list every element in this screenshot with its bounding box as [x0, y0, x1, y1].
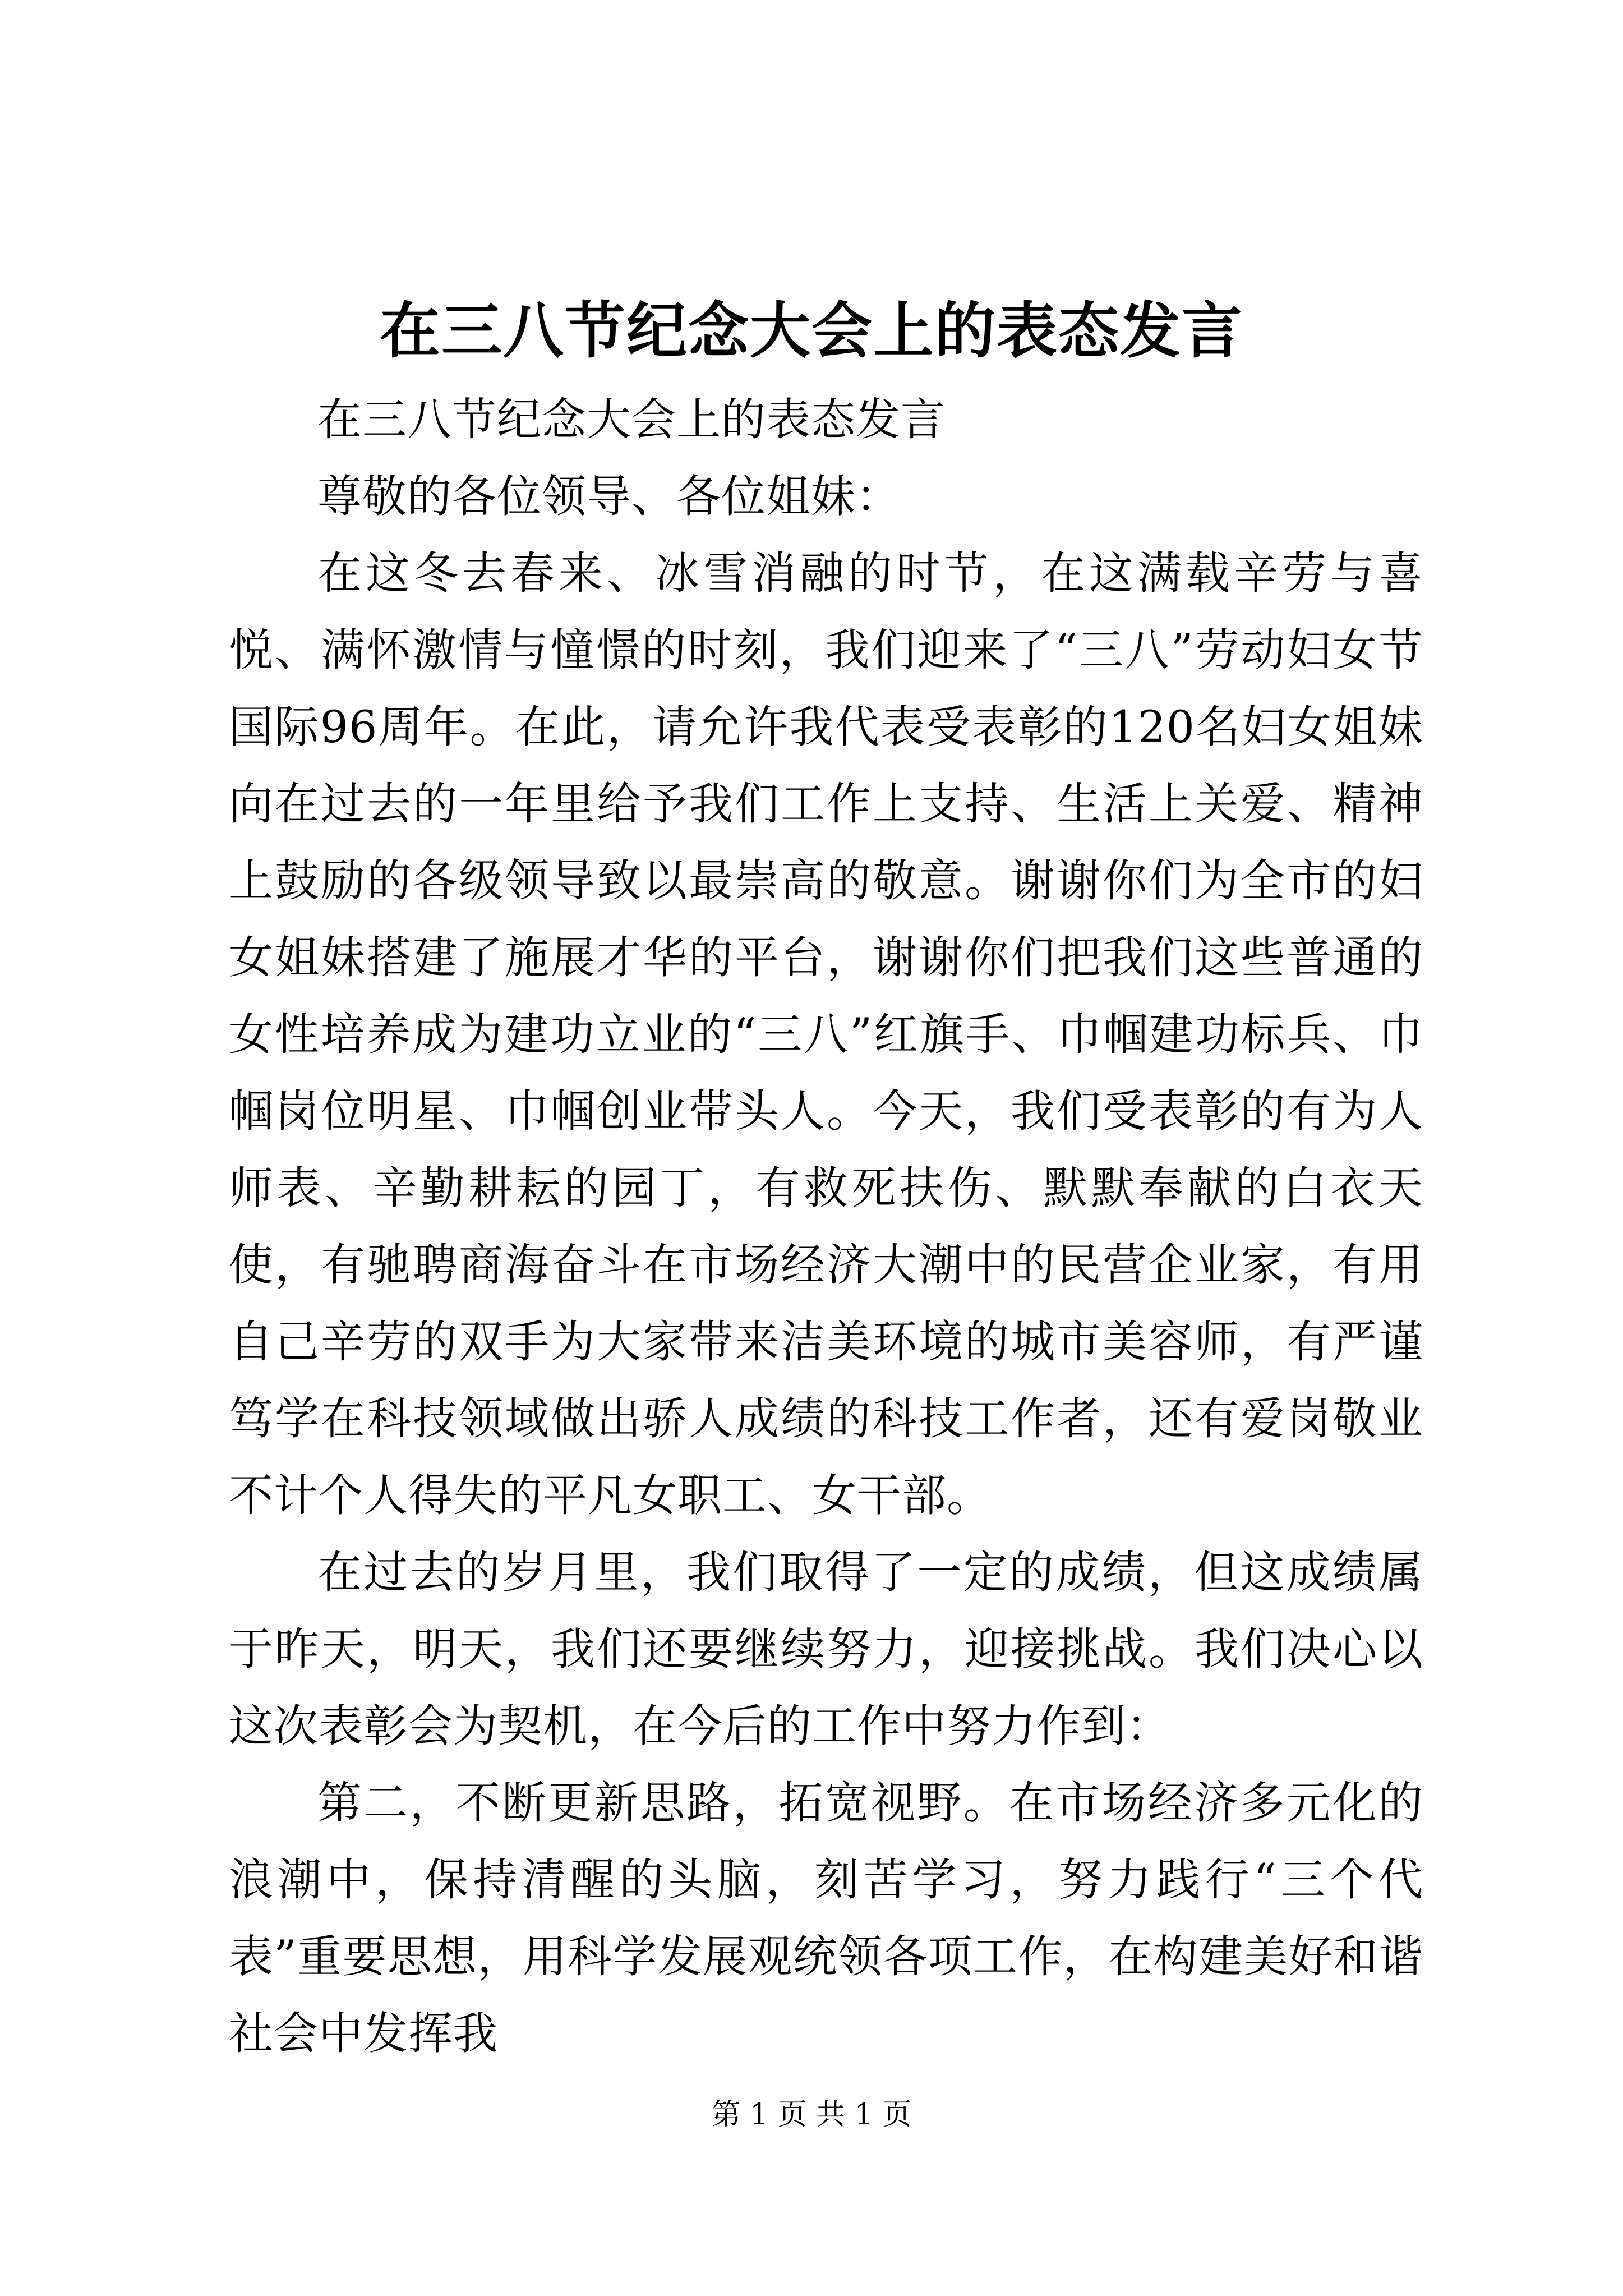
subtitle-paragraph: 在三八节纪念大会上的表态发言: [317, 394, 946, 445]
body-paragraph: 在过去的岁月里，我们取得了一定的成绩，但这成绩属于昨天，明天，我们还要继续努力，迎接挑战。我们决心以这次表彰会为契机，在今后的工作中努力作到：: [229, 1547, 1423, 1752]
body-paragraph: 在这冬去春来、冰雪消融的时节，在这满载辛劳与喜悦、满怀激情与憧憬的时刻，我们迎来了“三八”劳动妇女节国际96周年。在此，请允许我代表受表彰的120名妇女姐妹向在过去的一年里给予我们工作上支持、生活上关爱、精神上鼓励的各级领导致以最崇高的敬意。谢谢你们为全市的妇女姐妹搭建了施展才华的平台，谢谢你们把我们这些普通的女性培养成为建功立业的“三八”红旗手、巾帼建功标兵、巾帼岗位明星、巾帼创业带头人。今天，我们受表彰的有为人师表、辛勤耕耘的园丁，有救死扶伤、默默奉献的白衣天使，有驰聘商海奋斗在市场经济大潮中的民营企业家，有用自己辛劳的双手为大家带来洁美环境的城市美容师，有严谨笃学在科技领域做出骄人成绩的科技工作者，还有爱岗敬业不计个人得失的平凡女职工、女干部。: [229, 547, 1423, 1521]
page-footer: [0, 2092, 1623, 2137]
page-number-label: 第 1 页 共 1 页: [711, 2098, 912, 2132]
document-body: [229, 381, 1423, 2072]
salutation-paragraph: 尊敬的各位领导、各位姐妹：: [317, 471, 901, 522]
body-paragraph: 第二，不断更新思路，拓宽视野。在市场经济多元化的浪潮中，保持清醒的头脑，刻苦学习，努力践行“三个代表”重要思想，用科学发展观统领各项工作，在构建美好和谐社会中发挥我: [229, 1777, 1423, 2059]
document-title: 在三八节纪念大会上的表态发言: [379, 296, 1243, 366]
